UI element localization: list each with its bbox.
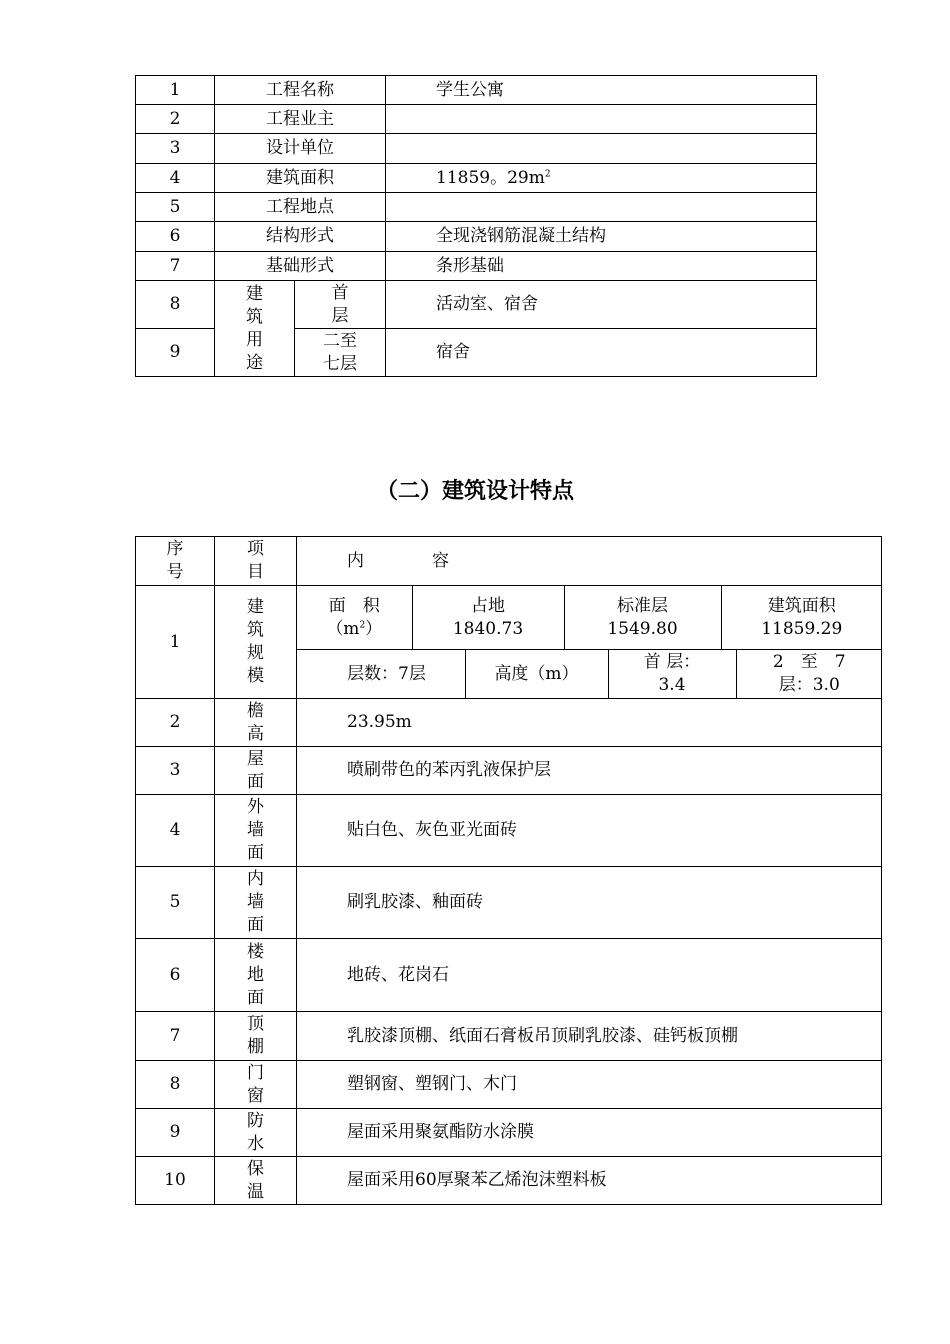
row-value — [386, 193, 817, 222]
row-item: 门 窗 — [215, 1061, 297, 1109]
table-row — [136, 193, 817, 222]
row-item: 檐 高 — [215, 699, 297, 747]
land-area-value: 1840.73 — [452, 618, 524, 639]
table-row — [136, 795, 882, 867]
row-content: 屋面采用聚氨酯防水涂膜 — [297, 1109, 882, 1157]
table-row — [136, 699, 882, 747]
row-value: 条形基础 — [386, 252, 817, 281]
table-row — [136, 1061, 882, 1109]
total-area-label: 建筑面积 — [767, 595, 836, 616]
area-close: ） — [365, 618, 383, 639]
row-item: 顶 棚 — [215, 1012, 297, 1061]
row-item: 防 水 — [215, 1109, 297, 1157]
standard-floor — [564, 586, 721, 649]
table-row — [136, 1109, 882, 1157]
row-value: 宿舍 — [386, 329, 817, 377]
row-value — [386, 164, 817, 193]
row-content: 刷乳胶漆、釉面砖 — [297, 867, 882, 939]
other-floor-height: 2 至 7 层：3.0 — [736, 650, 882, 698]
row-value: 活动室、宿舍 — [386, 281, 817, 329]
row-value: 学生公寓 — [386, 76, 817, 105]
table-row — [136, 867, 882, 939]
row-number: 3 — [136, 747, 215, 795]
row-number: 6 — [136, 222, 215, 252]
row-label: 设计单位 — [215, 134, 386, 164]
land-area-label: 占地 — [471, 595, 505, 616]
standard-floor-label: 标准层 — [617, 595, 668, 616]
row-number: 4 — [136, 164, 215, 193]
total-area-value: 11859.29 — [761, 618, 843, 639]
area-label-text: 面 积 （m — [326, 595, 380, 639]
row-content: 乳胶漆顶棚、纸面石膏板吊顶刷乳胶漆、硅钙板顶棚 — [297, 1012, 882, 1061]
row-content: 23.95m — [297, 699, 882, 747]
row-item: 楼 地 面 — [215, 939, 297, 1012]
row-number: 2 — [136, 699, 215, 747]
standard-floor-value: 1549.80 — [607, 618, 678, 639]
area-label — [297, 586, 412, 649]
row-number: 1 — [136, 76, 215, 105]
table-row — [136, 747, 882, 795]
table-row — [136, 281, 817, 329]
land-area — [412, 586, 564, 649]
row-item: 内 墙 面 — [215, 867, 297, 939]
row-content: 塑钢窗、塑钢门、木门 — [297, 1061, 882, 1109]
row-label: 基础形式 — [215, 252, 386, 281]
table-row — [136, 76, 817, 105]
row-number: 7 — [136, 1012, 215, 1061]
row-label: 结构形式 — [215, 222, 386, 252]
row-number: 4 — [136, 795, 215, 867]
row-label: 工程名称 — [215, 76, 386, 105]
row-item: 保 温 — [215, 1157, 297, 1205]
row-number: 8 — [136, 1061, 215, 1109]
table-row — [136, 134, 817, 164]
scale-subtable — [297, 586, 881, 698]
row-number: 9 — [136, 329, 215, 377]
row-content: 贴白色、灰色亚光面砖 — [297, 795, 882, 867]
scale-cell — [297, 586, 882, 699]
area-value: 11859。29m — [436, 167, 545, 188]
row-number: 5 — [136, 193, 215, 222]
table-row — [136, 1157, 882, 1205]
row-item: 外 墙 面 — [215, 795, 297, 867]
row-number: 8 — [136, 281, 215, 329]
row-item: 屋 面 — [215, 747, 297, 795]
row-label: 建筑面积 — [215, 164, 386, 193]
table-row — [136, 105, 817, 134]
row-number: 10 — [136, 1157, 215, 1205]
project-info-table — [135, 75, 817, 377]
table-row — [136, 222, 817, 252]
row-content: 屋面采用60厚聚苯乙烯泡沫塑料板 — [297, 1157, 882, 1205]
row-number: 9 — [136, 1109, 215, 1157]
header-number: 序 号 — [136, 537, 215, 586]
row-label: 工程业主 — [215, 105, 386, 134]
floor-label: 二至 七层 — [295, 329, 386, 377]
row-label: 工程地点 — [215, 193, 386, 222]
floor-label: 首 层 — [295, 281, 386, 329]
row-content: 喷刷带色的苯丙乳液保护层 — [297, 747, 882, 795]
floor-count: 层数：7层 — [297, 650, 465, 698]
row-value: 全现浇钢筋混凝土结构 — [386, 222, 817, 252]
row-content: 地砖、花岗石 — [297, 939, 882, 1012]
table-row — [136, 939, 882, 1012]
table-row — [136, 252, 817, 281]
section-title: （二）建筑设计特点 — [375, 479, 574, 504]
table-row — [136, 164, 817, 193]
table-row — [136, 1012, 882, 1061]
row-item: 建 筑 规 模 — [215, 586, 297, 699]
design-features-table — [135, 536, 882, 1205]
row-number: 5 — [136, 867, 215, 939]
header-item: 项 目 — [215, 537, 297, 586]
usage-label: 建 筑 用 途 — [215, 281, 295, 377]
header-content: 内 容 — [297, 537, 882, 586]
row-number: 2 — [136, 105, 215, 134]
row-value — [386, 134, 817, 164]
table-row — [136, 586, 882, 699]
row-number: 3 — [136, 134, 215, 164]
row-number: 7 — [136, 252, 215, 281]
height-label: 高度（m） — [465, 650, 608, 698]
row-value — [386, 105, 817, 134]
row-number: 6 — [136, 939, 215, 1012]
area-unit-sup: 2 — [544, 168, 551, 179]
first-floor-height: 首 层： 3.4 — [608, 650, 736, 698]
row-number: 1 — [136, 586, 215, 699]
total-area — [721, 586, 882, 649]
area-sup: 2 — [359, 619, 366, 630]
table-header-row — [136, 537, 882, 586]
